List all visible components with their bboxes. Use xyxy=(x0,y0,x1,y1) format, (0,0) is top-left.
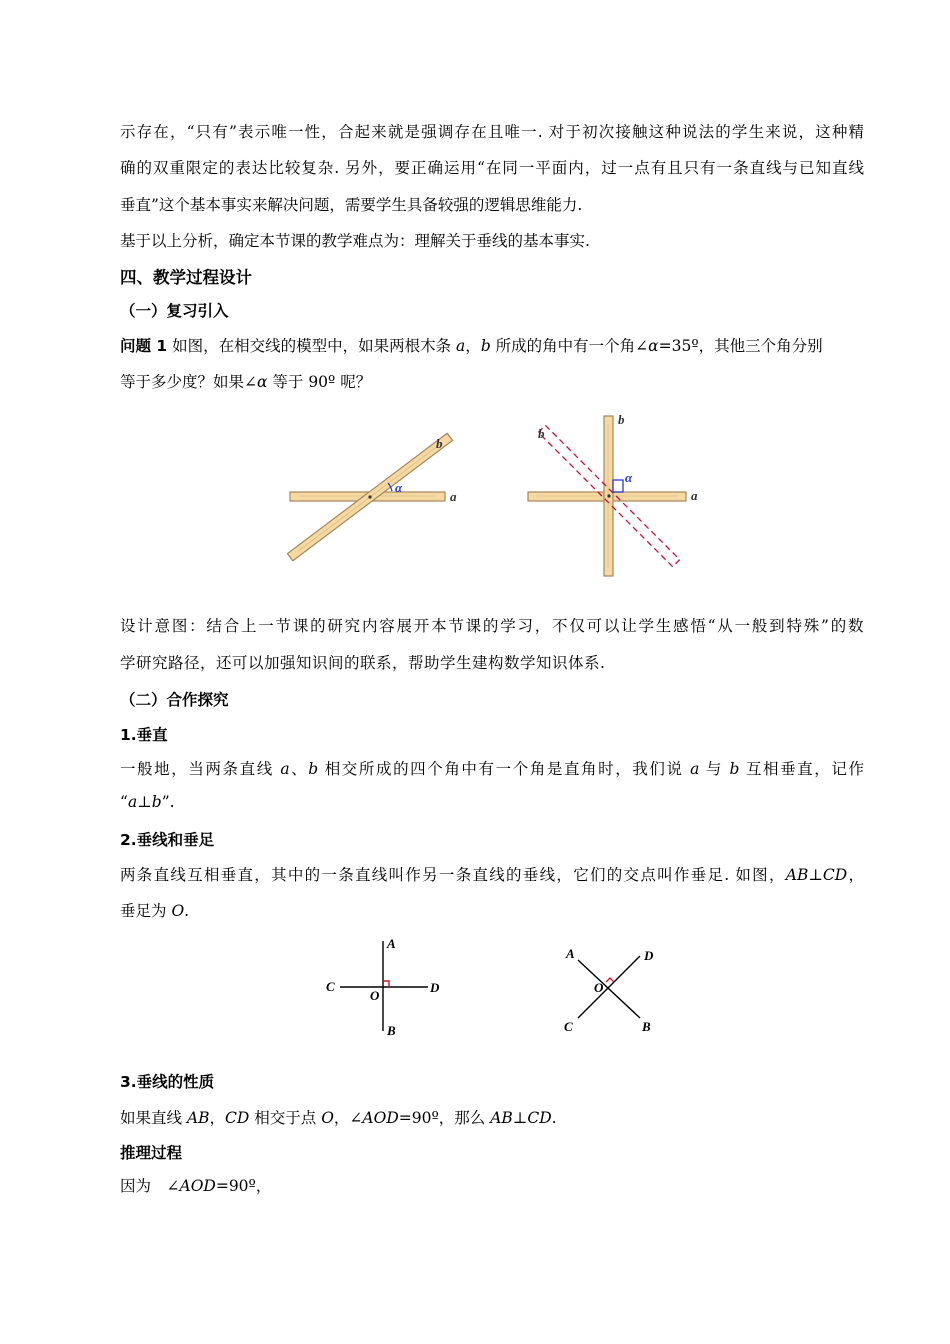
var-o: O xyxy=(321,1109,334,1127)
text: 因为 ∠ xyxy=(120,1177,180,1195)
text: 相交于点 xyxy=(249,1109,322,1127)
reasoning-line xyxy=(120,1174,271,1196)
right-angle-mark xyxy=(606,978,614,982)
pivot-point xyxy=(607,494,610,497)
text: ”. xyxy=(161,793,175,811)
figure-crossed-sticks xyxy=(285,430,470,555)
text: 相交所成的四个角中有一个角是直角时，我们说 xyxy=(318,760,691,778)
label-D: D xyxy=(430,980,440,995)
label-A: A xyxy=(387,936,396,951)
label-b-dashed: b xyxy=(538,426,545,441)
label-b-top: b xyxy=(618,412,625,427)
text: ， xyxy=(465,337,481,355)
var-a: a xyxy=(690,760,700,778)
paragraph-line: 示存在，“只有”表示唯一性，合起来就是强调存在且唯一. 对于初次接触这种说法的学生来说，这种精 xyxy=(120,123,864,141)
label-C: C xyxy=(564,1019,573,1034)
text: =90º，那么 xyxy=(398,1109,491,1127)
label-b: b xyxy=(436,436,443,451)
text: 与 xyxy=(699,760,730,778)
heading-reasoning: 推理过程 xyxy=(120,1144,183,1162)
subsection-heading: （一）复习引入 xyxy=(120,302,229,320)
var-o: O xyxy=(171,902,185,920)
definition2-line2 xyxy=(120,899,189,921)
text: . xyxy=(551,1109,557,1127)
label-D: D xyxy=(644,948,654,963)
pivot-point xyxy=(368,495,371,498)
text: ，∠ xyxy=(333,1109,363,1127)
var-aod: AOD xyxy=(362,1109,399,1127)
text: 如果直线 xyxy=(120,1109,187,1127)
design-intent-line: 学研究路径，还可以加强知识间的联系，帮助学生建构数学知识体系. xyxy=(120,654,606,672)
section-heading: 四、教学过程设计 xyxy=(120,268,252,287)
text: 所成的角中有一个角∠ xyxy=(490,337,649,355)
subsection-heading: （二）合作探究 xyxy=(120,691,229,709)
text: 如图，在相交线的模型中，如果两根木条 xyxy=(167,337,457,355)
label-a: a xyxy=(450,489,457,504)
heading-perpendicular-foot: 2.垂线和垂足 xyxy=(120,831,215,849)
design-intent-line: 设计意图：结合上一节课的研究内容展开本节课的学习，不仅可以让学生感悟“从一般到特殊”的数 xyxy=(120,617,864,635)
text: ， xyxy=(209,1109,226,1127)
label-alpha: α xyxy=(395,480,403,495)
notation: a⊥b xyxy=(127,793,162,811)
paragraph-line: 确的双重限定的表达比较复杂. 另外，要正确运用“在同一平面内，过一点有且只有一条直线与已知直线 xyxy=(120,159,864,177)
text: . xyxy=(184,902,190,920)
label-A: A xyxy=(566,946,575,961)
var-alpha: α xyxy=(648,337,659,355)
var-a: a xyxy=(456,337,466,355)
definition2-line1 xyxy=(120,863,864,885)
label-B: B xyxy=(642,1019,651,1034)
property-statement xyxy=(120,1106,557,1128)
question-1-line2 xyxy=(120,370,371,392)
definition-line2 xyxy=(120,793,175,811)
var-b: b xyxy=(308,760,319,778)
var-a: a xyxy=(280,760,290,778)
label-O: O xyxy=(594,980,604,995)
text: “ xyxy=(120,793,128,811)
label-O: O xyxy=(370,988,380,1003)
text: 等于多少度？如果∠ xyxy=(120,373,257,391)
right-angle-mark xyxy=(383,981,389,987)
label-alpha: α xyxy=(625,470,633,485)
heading-properties: 3.垂线的性质 xyxy=(120,1073,215,1091)
heading-perpendicular: 1.垂直 xyxy=(120,726,168,744)
text: =90º， xyxy=(215,1177,272,1195)
paragraph-line: 垂直”这个基本事实来解决问题，需要学生具备较强的逻辑思维能力. xyxy=(120,196,583,214)
text: 等于 90º 呢？ xyxy=(267,373,372,391)
var-aod: AOD xyxy=(179,1177,216,1195)
text: =35º，其他三个角分别 xyxy=(658,337,823,355)
question-1-line1 xyxy=(120,334,823,356)
label-a: a xyxy=(691,488,698,503)
definition-line1 xyxy=(120,757,864,779)
right-angle-mark xyxy=(613,480,623,492)
question-label: 问题 1 xyxy=(120,337,168,355)
text: 两条直线互相垂直，其中的一条直线叫作另一条直线的垂线，它们的交点叫作垂足. 如图， xyxy=(120,866,786,884)
var-cd: CD xyxy=(225,1109,250,1127)
var-b: b xyxy=(729,760,740,778)
notation: AB⊥CD xyxy=(785,866,848,884)
text: ， xyxy=(847,866,864,884)
text: 垂足为 xyxy=(120,902,172,920)
label-C: C xyxy=(326,979,335,994)
text: 互相垂直，记作 xyxy=(739,760,864,778)
var-alpha: α xyxy=(257,373,268,391)
notation: AB⊥CD xyxy=(490,1109,552,1127)
figure-perpendicular-lines xyxy=(320,935,450,1040)
figure-perpendicular-sticks xyxy=(528,410,708,580)
text: 、 xyxy=(289,760,309,778)
var-ab: AB xyxy=(186,1109,210,1127)
var-b: b xyxy=(480,337,491,355)
figure-diagonal-perpendicular xyxy=(560,940,670,1040)
label-B: B xyxy=(387,1023,396,1038)
text: 一般地，当两条直线 xyxy=(120,760,281,778)
paragraph-difficulty: 基于以上分析，确定本节课的教学难点为：理解关于垂线的基本事实. xyxy=(120,232,590,250)
